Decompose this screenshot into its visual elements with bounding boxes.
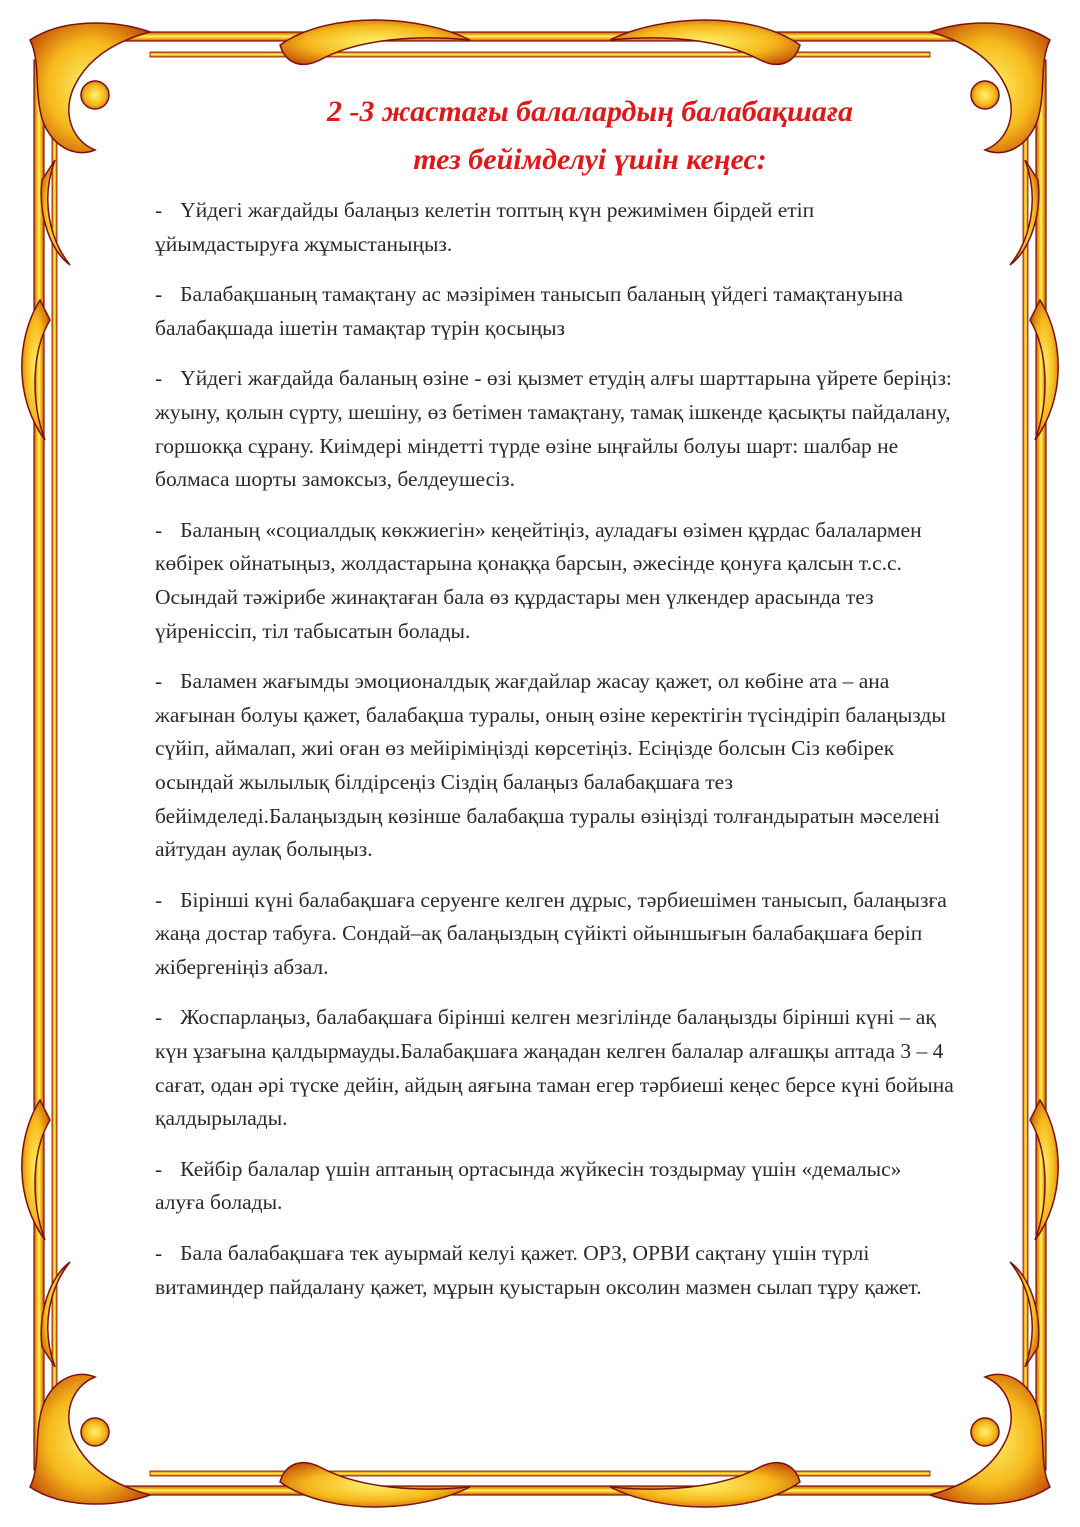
title-line-2: тез бейімделуі үшін кеңес: bbox=[413, 143, 767, 176]
tip-text: Баланың «социалдық көкжиегін» кеңейтіңіз, ауладағы өзімен құрдас балалармен көбірек ойнатыңыз, жолдастарына қонаққа барсын, әжесінде қонуға қалсын т.с.с. Осындай тәжірибе жинақтаған бала өз құрдастары мен үлкендер арасында тез үйреніссіп, тіл табысатын болады. bbox=[155, 517, 922, 643]
list-item: - Жоспарлаңыз, балабақшаға бірінші келген мезгілінде балаңызды бірінші күні – ақ күн ұзағына қалдырмауды.Балабақшаға жаңадан келген балалар алғашқы аптада 3 – 4 сағат, одан әрі түске дейін, айдың аяғына таман егер тәрбиеші кеңес берсе күні бойына қалдырылады. bbox=[155, 1005, 954, 1131]
tip-text: Үйдегі жағдайды балаңыз келетін топтың күн режимімен бірдей етіп ұйымдастыруға жұмыстаныңыз. bbox=[155, 198, 815, 256]
top-center-ornament bbox=[280, 20, 800, 64]
tip-text: Бірінші күні балабақшаға серуенге келген дұрыс, тәрбиешімен танысып, балаңызға жаңа достар табуға. Сондай–ақ балаңыздың сүйікті ойыншығын балабақшаға беріп жібергеніңіз абзал. bbox=[155, 887, 947, 979]
frame-right-rail bbox=[1036, 60, 1046, 1470]
corner-ornament-bottom-left bbox=[30, 1262, 150, 1504]
tip-text: Жоспарлаңыз, балабақшаға бірінші келген мезгілінде балаңызды бірінші күні – ақ күн ұзағына қалдырмауды.Балабақшаға жаңадан келген балалар алғашқы аптада 3 – 4 сағат, одан әрі түске дейін, айдың аяғына таман егер тәрбиеші кеңес берсе күні бойына қалдырылады. bbox=[155, 1005, 954, 1131]
list-item: - Балабақшаның тамақтану ас мәзірімен танысып баланың үйдегі тамақтануына балабақшада ішетін тамақтар түрін қосыңыз bbox=[155, 282, 903, 340]
tip-text: Баламен жағымды эмоционалдық жағдайлар жасау қажет, ол көбіне ата – ана жағынан болуы қажет, балабақша туралы, оның өзіне керектігін түсіндіріп балаңызды сүйіп, аймалап, жиі оған өз мейіріміңізді көрсетіңіз. Есіңізде болсын Сіз көбірек осындай жылылық білдірсеңіз Сіздің балаңыз балабақшаға тез бейімделеді.Балаңыздың көзінше балабақша туралы өзіңізді толғандыратын мәселені айтудан аулақ болыңыз. bbox=[155, 669, 946, 862]
list-item: - Кейбір балалар үшін аптаның ортасында жүйкесін тоздырмау үшін «демалыс» алуға болады. bbox=[155, 1156, 902, 1215]
list-item: - Бала балабақшаға тек ауырмай келуі қажет. ОРЗ, ОРВИ сақтану үшін түрлі витаминдер пайдалану қажет, мұрын қуыстарын оксолин мазмен сылап тұру қажет. bbox=[155, 1241, 922, 1299]
title-line-1: 2 -3 жастағы балалардың балабақшаға bbox=[326, 95, 854, 128]
tip-text: Бала балабақшаға тек ауырмай келуі қажет. ОРЗ, ОРВИ сақтану үшін түрлі витаминдер пайдалану қажет, мұрын қуыстарын оксолин мазмен сылап тұру қажет. bbox=[155, 1241, 922, 1299]
bottom-center-ornament bbox=[280, 1463, 800, 1507]
frame-top-rail bbox=[60, 32, 1020, 41]
tip-text: Үйдегі жағдайда баланың өзіне - өзі қызмет етудің алғы шарттарына үйрете беріңіз: жуыну, қолын сүрту, шешіну, өз бетімен тамақтану, тамақ ішкенде қасықты пайдалану, горшокқа сұрану. Киімдері міндетті түрде өзіне ыңғайлы болуы шарт: шалбар не болмаса шорты замоксыз, белдеушесіз. bbox=[155, 366, 952, 492]
content-area bbox=[155, 88, 955, 1321]
tip-text: Балабақшаның тамақтану ас мәзірімен танысып баланың үйдегі тамақтануына балабақшада ішетін тамақтар түрін қосыңыз bbox=[155, 282, 903, 340]
list-item: - Баланың «социалдық көкжиегін» кеңейтіңіз, ауладағы өзімен құрдас балалармен көбірек ойнатыңыз, жолдастарына қонаққа барсын, әжесінде қонуға қалсын т.с.с. Осындай тәжірибе жинақтаған бала өз құрдастары мен үлкендер арасында тез үйреніссіп, тіл табысатын болады. bbox=[155, 517, 922, 643]
list-item: - Үйдегі жағдайды балаңыз келетін топтың күн режимімен бірдей етіп ұйымдастыруға жұмыстаныңыз. bbox=[155, 198, 815, 256]
list-item: - Баламен жағымды эмоционалдық жағдайлар жасау қажет, ол көбіне ата – ана жағынан болуы қажет, балабақша туралы, оның өзіне керектігін түсіндіріп балаңызды сүйіп, аймалап, жиі оған өз мейіріміңізді көрсетіңіз. Есіңізде болсын Сіз көбірек осындай жылылық білдірсеңіз Сіздің балаңыз балабақшаға тез бейімделеді.Балаңыздың көзінше балабақша туралы өзіңізді толғандыратын мәселені айтудан аулақ болыңыз. bbox=[155, 669, 946, 862]
corner-ornament-top-left bbox=[30, 23, 150, 265]
list-item: - Үйдегі жағдайда баланың өзіне - өзі қызмет етудің алғы шарттарына үйрете беріңіз: жуыну, қолын сүрту, шешіну, өз бетімен тамақтану, тамақ ішкенде қасықты пайдалану, горшокқа сұрану. Киімдері міндетті түрде өзіне ыңғайлы болуы шарт: шалбар не болмаса шорты замоксыз, белдеушесіз. bbox=[155, 366, 952, 492]
tip-text: Кейбір балалар үшін аптаның ортасында жүйкесін тоздырмау үшін «демалыс» алуға болады. bbox=[155, 1156, 902, 1215]
list-item: - Бірінші күні балабақшаға серуенге келген дұрыс, тәрбиешімен танысып, балаңызға жаңа достар табуға. Сондай–ақ балаңыздың сүйікті ойыншығын балабақшаға беріп жібергеніңіз абзал. bbox=[155, 887, 947, 979]
frame-bottom-rail bbox=[60, 1486, 1020, 1495]
tips-list bbox=[155, 194, 955, 1304]
frame-left-rail bbox=[34, 60, 44, 1470]
page-title bbox=[155, 88, 955, 184]
